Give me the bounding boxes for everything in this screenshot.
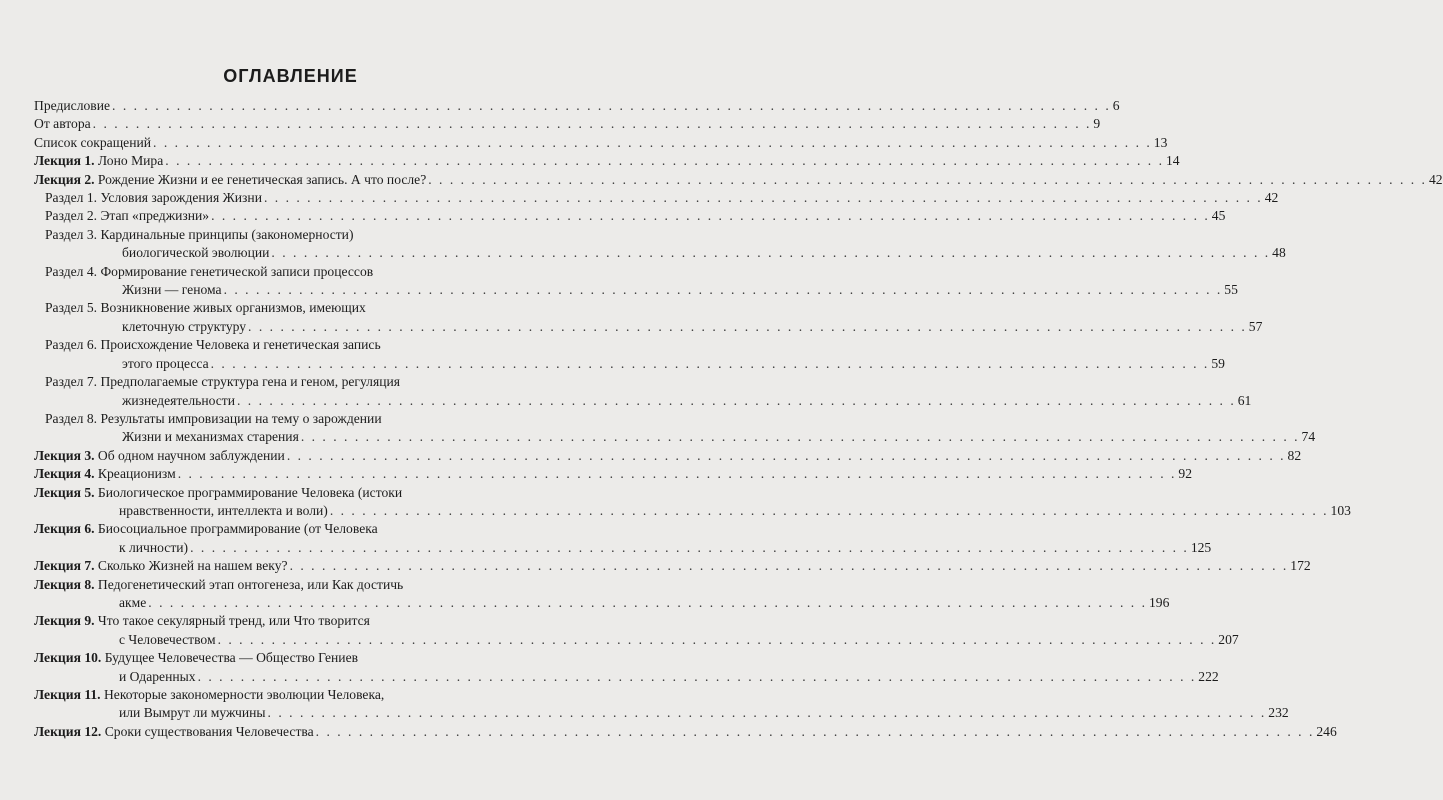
leader-dots: [93, 116, 1092, 131]
entry-title: биологической эволюции: [122, 245, 270, 261]
page-number: 48: [1272, 245, 1286, 261]
leader-dots: [301, 429, 1300, 444]
entry-title: Раздел 1. Условия зарождения Жизни: [45, 190, 262, 206]
entry-title: Раздел 3. Кардинальные принципы (закономерности): [45, 226, 354, 242]
page-title: ОГЛАВЛЕНИЕ: [223, 66, 358, 86]
toc-entry: [34, 373, 1252, 410]
entry-title: Креационизм: [97, 466, 176, 482]
page-number: 103: [1330, 502, 1351, 518]
page-number: 232: [1268, 705, 1289, 721]
entry-title: жизнедеятельности: [122, 392, 235, 408]
entry-title: Биологическое программирование Человека (истоки: [97, 484, 403, 500]
toc-entry: [34, 447, 1302, 465]
leader-dots: [211, 356, 1210, 371]
toc-entry: [34, 97, 1120, 115]
toc-entry: [34, 134, 1168, 152]
entry-title: Предисловие: [34, 98, 111, 113]
entry-title: Раздел 7. Предполагаемые структура гена и геном, регуляция: [45, 374, 401, 390]
page-number: 246: [1316, 723, 1337, 739]
toc-entry: [34, 723, 1337, 741]
lecture-label: Лекция 6.: [34, 521, 95, 537]
entry-title: Раздел 4. Формирование генетической записи процессов: [45, 263, 374, 279]
lecture-label: Лекция 3.: [34, 447, 95, 463]
leader-dots: [165, 153, 1164, 168]
leader-dots: [248, 319, 1247, 334]
lecture-label: Лекция 8.: [34, 576, 95, 592]
page-number: 125: [1190, 539, 1212, 555]
toc-entry: [34, 226, 1286, 263]
entry-title: Раздел 8. Результаты импровизации на тему о зарождении: [45, 410, 382, 426]
toc-entry: [34, 484, 1351, 521]
page-number: 92: [1178, 466, 1193, 482]
entry-title: Сроки существования Человечества: [104, 723, 314, 739]
page-number: 42: [1428, 171, 1443, 187]
page-number: 45: [1211, 208, 1226, 224]
lecture-label: Лекция 7.: [34, 558, 95, 574]
lecture-label: Лекция 12.: [34, 723, 102, 739]
toc-entry: [34, 171, 1443, 189]
page-number: 61: [1237, 392, 1252, 408]
entry-title: Что такое секулярный тренд, или Что творится: [97, 613, 370, 629]
toc-entry: [34, 686, 1289, 723]
entry-title: Некоторые закономерности эволюции Человека,: [103, 687, 385, 702]
toc-entry: [34, 207, 1226, 225]
entry-title: Список сокращений: [34, 134, 152, 150]
page-number: 14: [1165, 153, 1180, 169]
entry-title: Жизни и механизмах старения: [122, 429, 299, 445]
toc-entry: [34, 612, 1239, 649]
toc-entry: [34, 115, 1101, 133]
page-number: 207: [1218, 631, 1239, 647]
leader-dots: [264, 190, 1263, 205]
entry-title: этого процесса: [122, 355, 209, 371]
page-number: 196: [1149, 594, 1170, 610]
toc-entry: [34, 576, 1170, 613]
page-number: 6: [1112, 98, 1120, 113]
lecture-label: Лекция 10.: [34, 650, 102, 666]
leader-dots: [112, 98, 1111, 113]
page-number: 9: [1093, 116, 1101, 132]
leader-dots: [428, 172, 1427, 187]
toc-entry: [34, 189, 1279, 207]
toc-entry: [34, 299, 1263, 336]
toc-entry: [34, 520, 1212, 557]
toc-entry: [34, 336, 1225, 373]
leader-dots: [190, 540, 1189, 555]
entry-title: и Одаренных: [119, 668, 196, 684]
page-number: 82: [1287, 447, 1302, 463]
entry-title: акме: [119, 594, 147, 610]
entry-title: Сколько Жизней на нашем веку?: [97, 558, 288, 574]
table-of-contents: [34, 97, 1443, 741]
lecture-label: Лекция 11.: [34, 687, 101, 702]
page-number: 55: [1224, 282, 1238, 298]
page-number: 74: [1301, 429, 1316, 445]
leader-dots: [153, 135, 1152, 150]
leader-dots: [268, 705, 1267, 720]
page-number: 42: [1264, 190, 1279, 206]
entry-title: Педогенетический этап онтогенеза, или Как достичь: [97, 576, 404, 592]
entry-title: Жизни — генома: [122, 282, 222, 298]
entry-title: От автора: [34, 116, 91, 132]
entry-title: с Человечеством: [119, 631, 216, 647]
entry-title: Будущее Человечества — Общество Гениев: [104, 650, 359, 666]
leader-dots: [148, 595, 1147, 610]
entry-title: Лоно Мира: [97, 153, 164, 169]
entry-title: нравственности, интеллекта и воли): [119, 502, 328, 518]
entry-title: Раздел 6. Происхождение Человека и генетическая запись: [45, 337, 381, 353]
toc-entry: [34, 465, 1193, 483]
page-number: 13: [1153, 134, 1168, 150]
toc-entry: [34, 152, 1180, 170]
entry-title: Раздел 5. Возникновение живых организмов, имеющих: [45, 300, 366, 316]
lecture-label: Лекция 2.: [34, 171, 95, 187]
page-number: 222: [1198, 668, 1219, 684]
leader-dots: [330, 503, 1329, 518]
leader-dots: [237, 393, 1236, 408]
toc-entry: [34, 557, 1311, 575]
leader-dots: [211, 208, 1210, 223]
leader-dots: [271, 245, 1270, 260]
entry-title: к личности): [119, 539, 189, 555]
lecture-label: Лекция 9.: [34, 613, 95, 629]
toc-entry: [34, 649, 1219, 686]
leader-dots: [287, 448, 1286, 463]
leader-dots: [224, 282, 1223, 297]
leader-dots: [178, 466, 1177, 481]
leader-dots: [316, 724, 1315, 739]
entry-title: Рождение Жизни и ее генетическая запись. А что после?: [97, 171, 427, 187]
page-number: 172: [1290, 558, 1311, 574]
leader-dots: [290, 558, 1289, 573]
leader-dots: [218, 632, 1217, 647]
entry-title: Об одном научном заблуждении: [97, 447, 285, 463]
lecture-label: Лекция 1.: [34, 153, 95, 169]
entry-title: Раздел 2. Этап «преджизни»: [45, 208, 210, 224]
page-number: 59: [1211, 355, 1225, 371]
entry-title: Биосоциальное программирование (от Человека: [97, 521, 378, 537]
leader-dots: [198, 669, 1197, 684]
entry-title: или Вымрут ли мужчины: [119, 705, 266, 721]
lecture-label: Лекция 5.: [34, 484, 95, 500]
page-number: 57: [1248, 318, 1263, 334]
entry-title: клеточную структуру: [122, 318, 247, 334]
lecture-label: Лекция 4.: [34, 466, 95, 482]
toc-entry: [34, 263, 1238, 300]
toc-entry: [34, 410, 1316, 447]
